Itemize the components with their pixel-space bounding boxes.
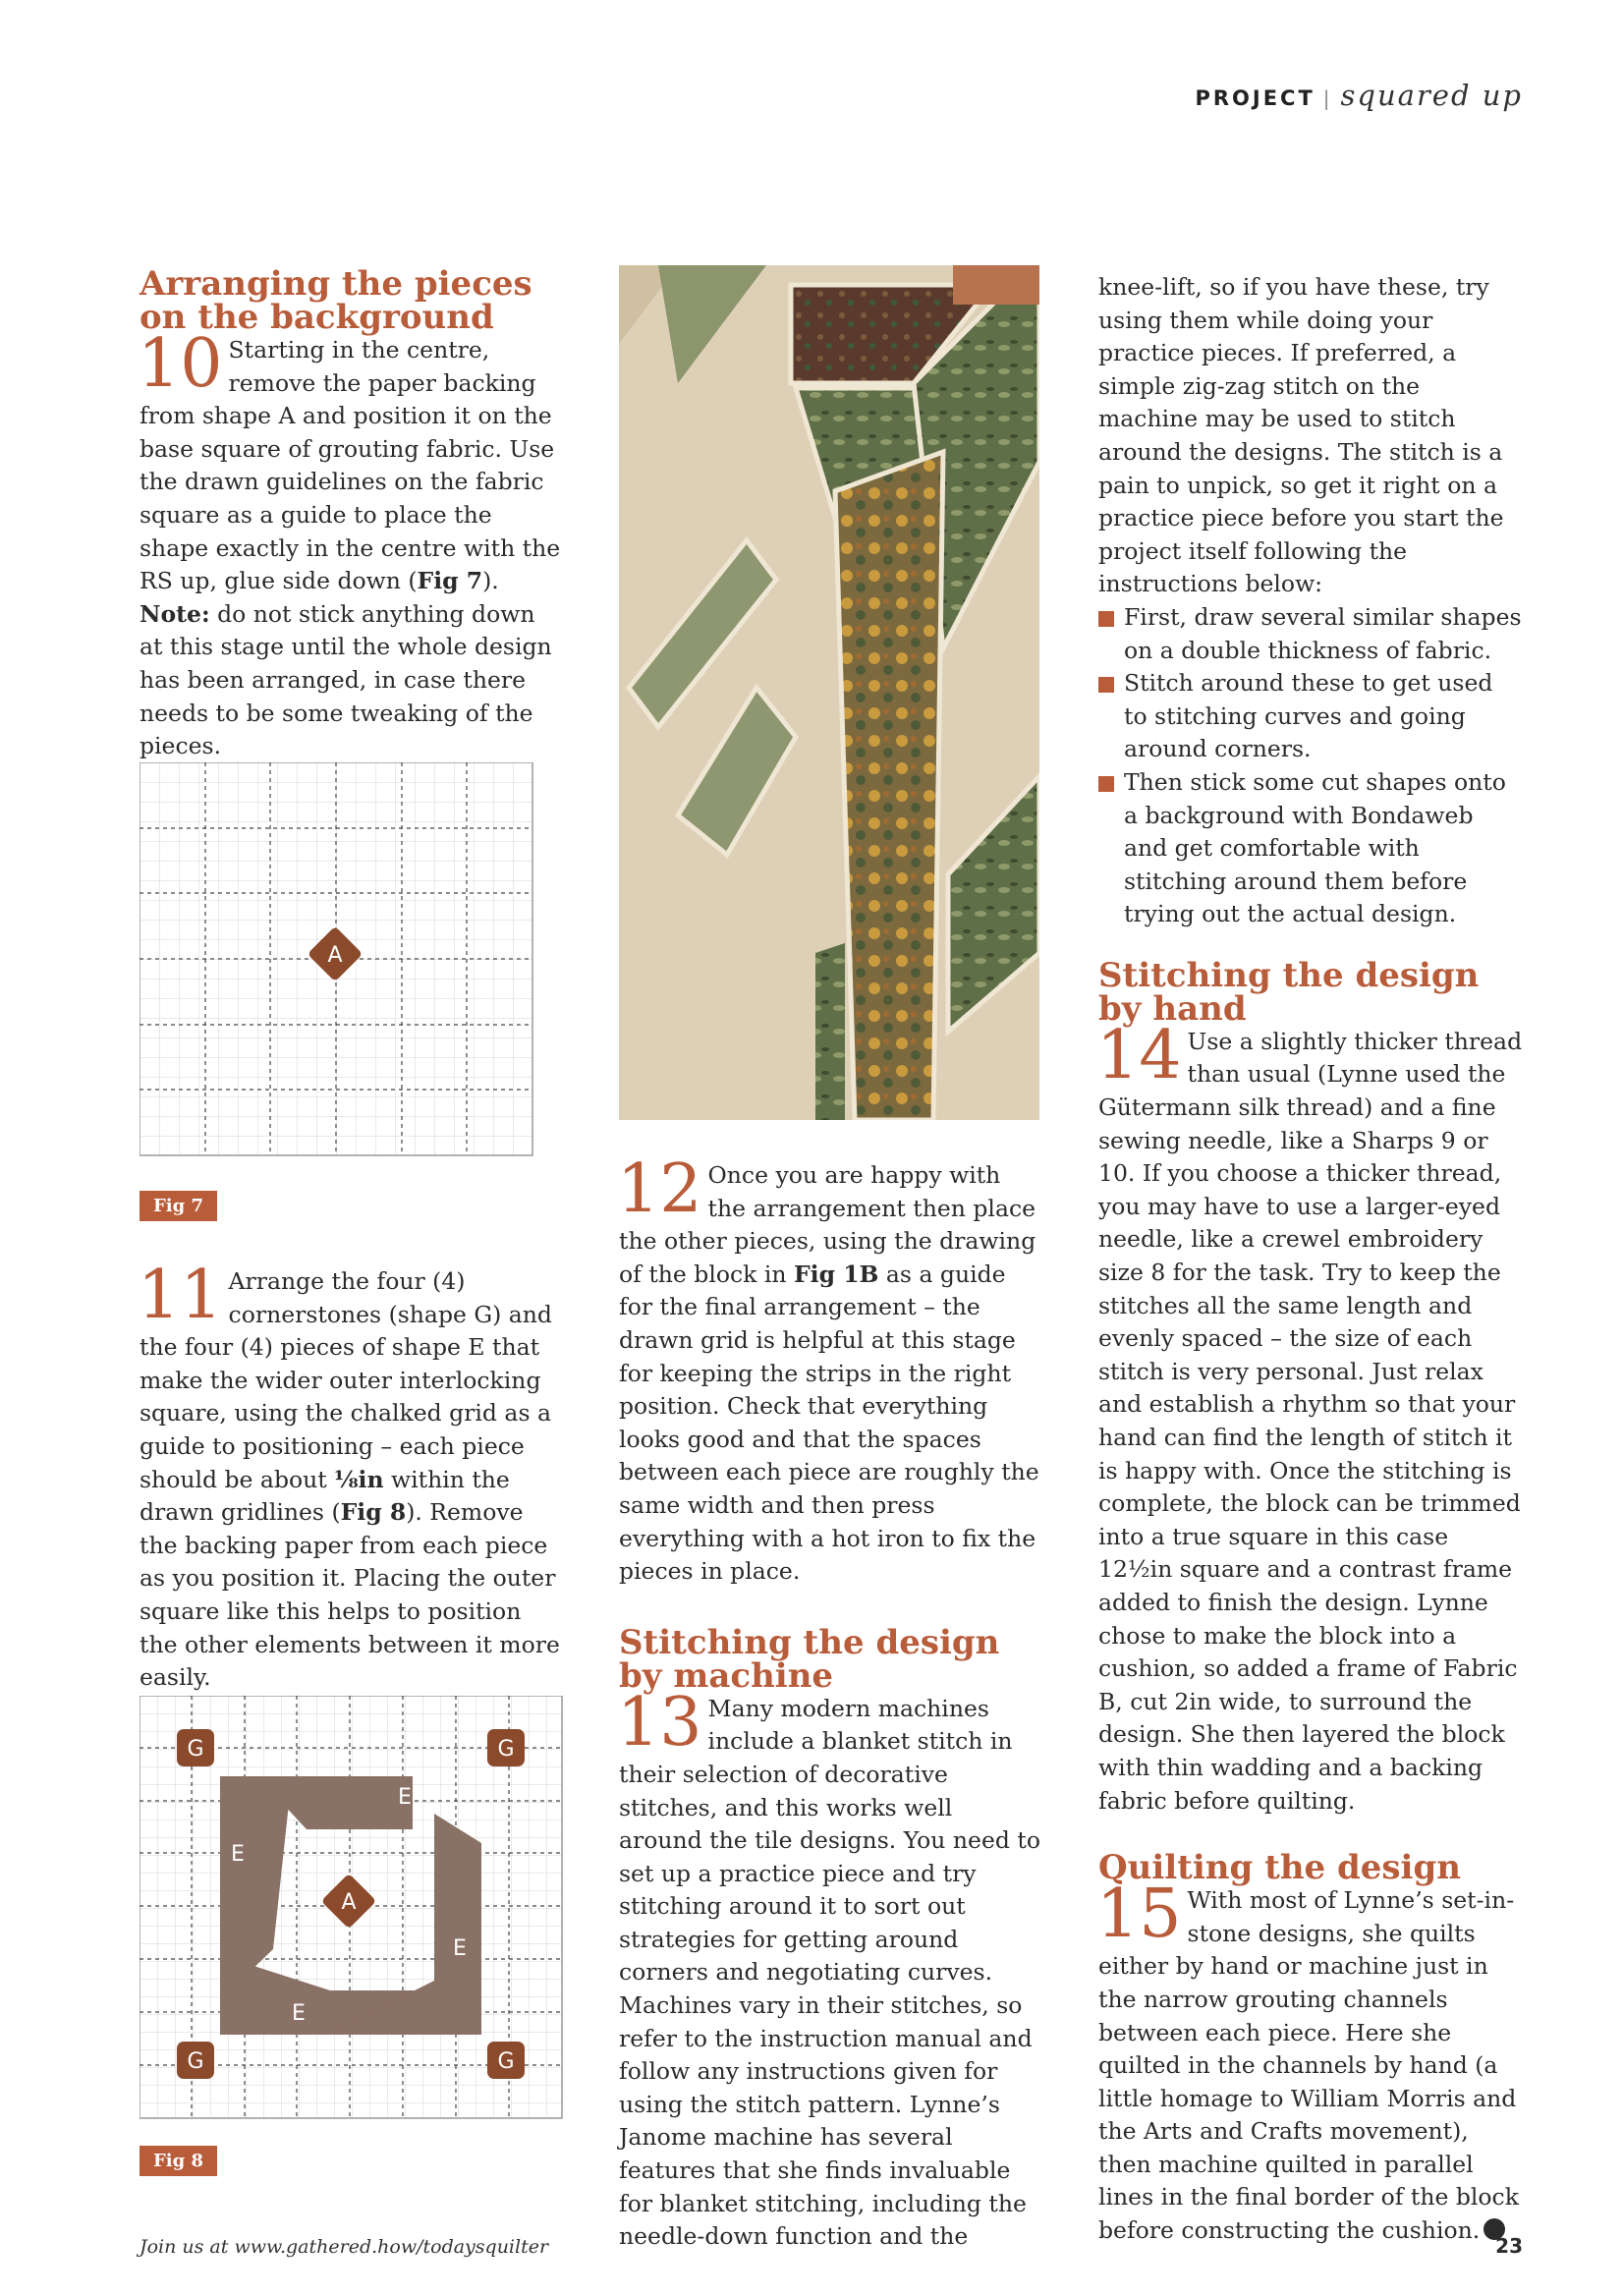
e-label: E: [453, 1936, 467, 1961]
section-heading: Quilting the design: [1098, 1848, 1461, 1888]
g-label: G: [187, 1737, 204, 1762]
section-heading: Arranging the pieces on the background: [140, 264, 532, 337]
e-label: E: [231, 1842, 245, 1867]
step-number: 14: [1096, 1016, 1182, 1094]
g-label: G: [497, 2049, 515, 2074]
g-label: G: [497, 1737, 515, 1762]
page-number: 23: [1495, 2234, 1523, 2258]
step-15: 15 With most of Lynne’s set-in-stone designs, she quilts either by hand or machine just in the narrow grouting channels between each piece. Here she quilted in the channels by hand (a little homage to William Morris and the Arts and Crafts movement), then machine quilted in parallel lines in the final border of the block before constructing the cushion.: [1096, 1876, 1519, 2245]
figure-7-diagram: [140, 762, 534, 1157]
step-14: 14 Use a slightly thicker thread than usual (Lynne used the Gütermann silk thread) and a fine sewing needle, like a Sharps 9 or 10. If you choose a thicker thread, you may have to use a larger-eyed needle, like a crewel embroidery size 8 for the task. Try to keep the stitches all the same length and evenly spaced – the size of each stitch is very personal. Just relax and establish a rhythm so that your hand can find the length of stitch it is happy with. Once the stitching is complete, the block can be trimmed into a true square in this case 12½in square and a contrast frame added to finish the design. Lynne chose to make the block into a cushion, so added a frame of Fabric B, cut 2in wide, to surround the design. She then layered the block with thin wadding and a backing fabric before quilting.: [1096, 1016, 1523, 1815]
running-header: [1195, 79, 1523, 112]
shape-a-label: A: [327, 943, 343, 968]
fig-7-label: Fig 7: [140, 1191, 217, 1221]
step-11-block: [138, 1257, 562, 1695]
quilt-photo: [619, 265, 1039, 1120]
step-number: 11: [138, 1257, 223, 1334]
step-number: 10: [138, 325, 223, 403]
figure-8-diagram: [140, 1696, 564, 2120]
step-10: 10 Starting in the centre, remove the paper backing from shape A and position it on the base square of grouting fabric. Use the drawn guidelines on the fabric square as a guide to place the shape exactly in the centre with the RS up, glue side down (Fig 7). Note: do not stick anything down at this stage until the whole design has been arranged, in case there needs to be some tweaking of the pieces.: [138, 325, 561, 760]
step-13: 13 Many modern machines include a blanket stitch in their selection of decorative stitches, and this works well around the tile designs. You need to set up a practice piece and try stitching around it to sort out strategies for getting around corners and negotiating curves. Machines vary in their stitches, so refer to the instruction manual and follow any instructions given for using the stitch pattern. Lynne’s Janome machine has several features that she finds invaluable for blanket stitching, including the needle-down function and the: [617, 1683, 1040, 2251]
list-item: Stitch around these to get used to stitching curves and going around corners.: [1098, 667, 1523, 766]
e-label: E: [398, 1785, 412, 1810]
project-title: squared up: [1340, 79, 1523, 112]
step-11: 11 Arrange the four (4) cornerstones (shape G) and the four (4) pieces of shape E that make the wider outer interlocking square, using the chalked grid as a guide to positioning – each piece should be about ⅛in within the drawn gridlines (Fig 8). Remove the backing paper from each piece as you position it. Placing the outer square like this helps to position the other elements between it more easily.: [138, 1257, 560, 1692]
list-item: First, draw several similar shapes on a double thickness of fabric.: [1098, 601, 1523, 667]
step-number: 12: [617, 1150, 702, 1228]
list-item: Then stick some cut shapes onto a background with Bondaweb and get comfortable with stitching around them before trying out the actual design.: [1098, 766, 1523, 931]
section-heading: Stitching the design by machine: [619, 1622, 1000, 1696]
a-label: A: [341, 1890, 357, 1915]
column-left: [138, 264, 562, 763]
step-number: 13: [617, 1683, 702, 1762]
step-number: 15: [1096, 1876, 1182, 1954]
step-13-continued: knee-lift, so if you have these, try using them while doing your practice pieces. If preferred, a simple zig-zag stitch on the machine may be used to stitch around the designs. The stitch is a pain to unpick, so get it right on a practice piece before you start the project itself following the instructions below:: [1098, 273, 1504, 598]
practice-list: [1098, 601, 1523, 931]
column-middle: [617, 1150, 1041, 2254]
footer-url: Join us at www.gathered.how/todaysquilter: [140, 2236, 549, 2258]
section-label: PROJECT: [1195, 86, 1315, 110]
g-label: G: [187, 2049, 204, 2074]
section-heading: Stitching the design by hand: [1098, 955, 1480, 1029]
header-separator: |: [1322, 86, 1333, 110]
column-right: [1098, 271, 1523, 2248]
step-12: 12 Once you are happy with the arrangement then place the other pieces, using the drawing of the block in Fig 1B as a guide for the final arrangement – the drawn grid is helpful at this stage for keeping the strips in the right position. Check that everything looks good and that the spaces between each piece are roughly the same width and then press everything with a hot iron to fix the pieces in place.: [617, 1150, 1039, 1586]
fig-8-label: Fig 8: [140, 2146, 217, 2176]
e-label: E: [292, 2001, 306, 2026]
